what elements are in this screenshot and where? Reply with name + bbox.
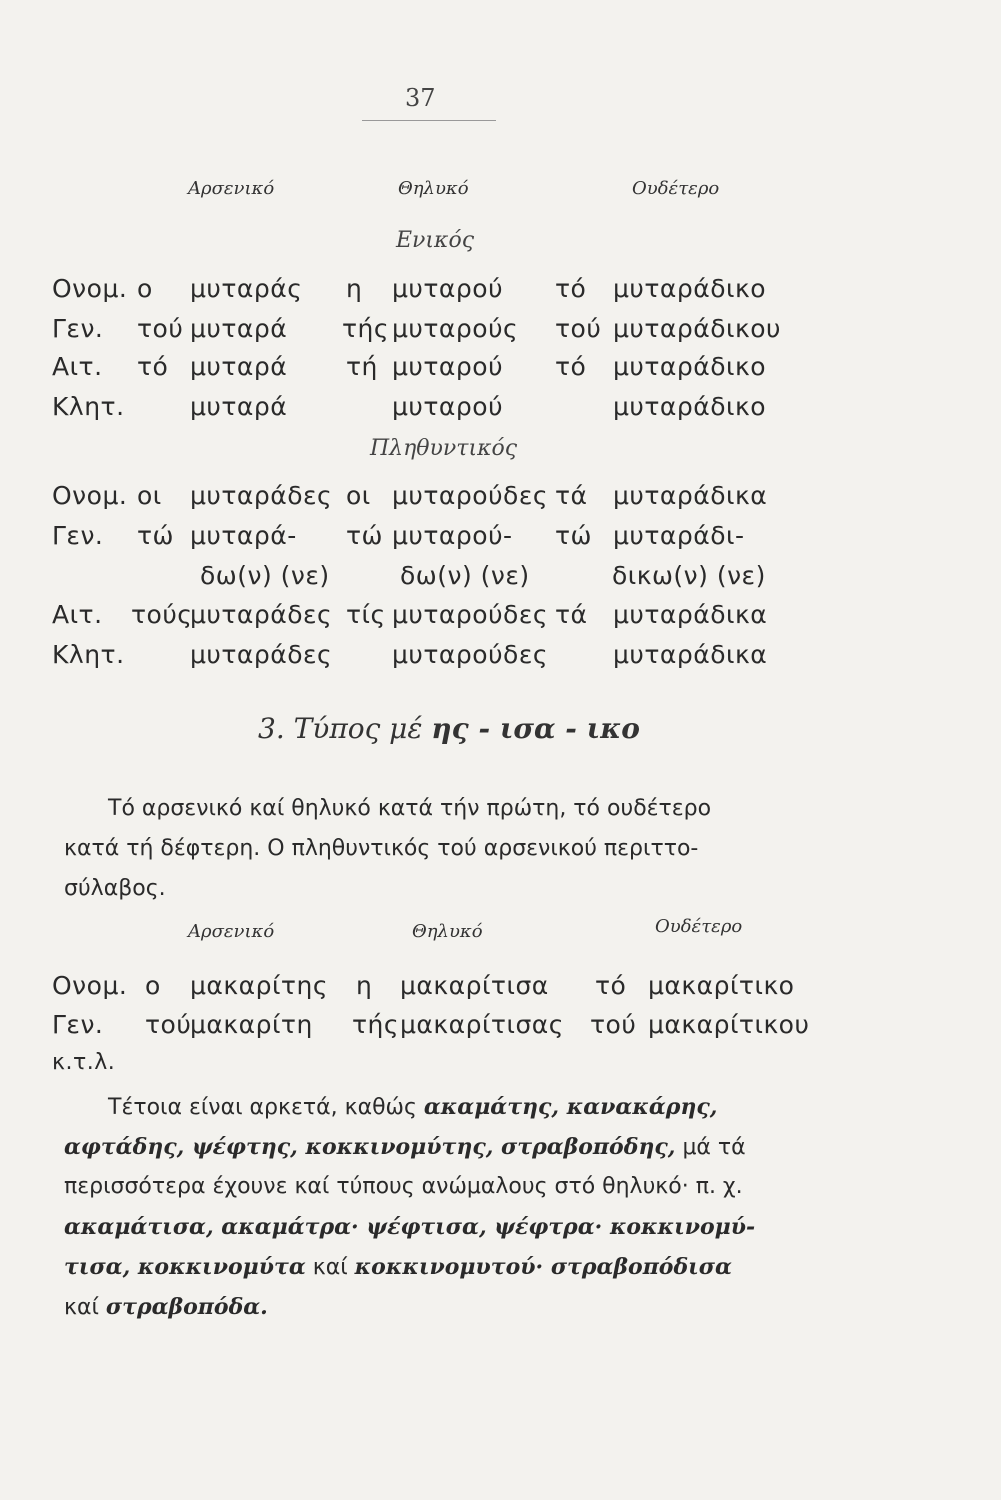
word-form: μυταράδικου bbox=[613, 314, 781, 343]
word-form: μυταράδες bbox=[190, 481, 333, 510]
word-form: μυταρού bbox=[392, 274, 504, 303]
word-form: μακαρίτισας bbox=[400, 1010, 564, 1039]
word-form: μυταράδικα bbox=[613, 481, 768, 510]
section-number: 3. bbox=[258, 712, 285, 745]
text: Τέτοια είναι αρκετά, καθώς bbox=[108, 1095, 417, 1120]
text: καί bbox=[312, 1255, 348, 1280]
article: τώ bbox=[346, 521, 383, 550]
intro-line: Τό αρσενικό καί θηλυκό κατά τήν πρώτη, τό ουδέτερο bbox=[108, 796, 712, 821]
case-label: Ονομ. bbox=[52, 274, 128, 303]
case-label: Γεν. bbox=[52, 1010, 104, 1039]
word-form: μυταρούς bbox=[392, 314, 519, 343]
text: καί bbox=[64, 1295, 99, 1320]
word-form: μυταράδικο bbox=[613, 352, 767, 381]
word-form: μακαρίτης bbox=[190, 971, 328, 1000]
word-form: μυταρού bbox=[392, 392, 504, 421]
article: η bbox=[346, 274, 363, 303]
plural-label: Πληθυντικός bbox=[370, 436, 518, 461]
section-title-plain: Τύπος μέ bbox=[293, 712, 423, 745]
article: τό bbox=[555, 274, 587, 303]
text: περισσότερα έχουνε καί τύπους ανώμαλους στό θηλυκό· π. χ. bbox=[64, 1174, 743, 1199]
emphasized-words: ακαμάτισα, ακαμάτρα· ψέφτισα, ψέφτρα· κοκκινομύ- bbox=[64, 1214, 756, 1240]
header-neuter: Ουδέτερο bbox=[655, 916, 743, 937]
word-form: δικω(ν) (νε) bbox=[612, 561, 766, 590]
singular-label: Ενικός bbox=[396, 228, 475, 253]
article: τά bbox=[555, 600, 588, 629]
word-form: μακαρίτη bbox=[190, 1010, 313, 1039]
article: τό bbox=[137, 352, 169, 381]
article: οι bbox=[137, 481, 162, 510]
word-form: μυταράδικα bbox=[613, 600, 768, 629]
word-form: μυταρούδες bbox=[392, 640, 549, 669]
word-form: δω(ν) (νε) bbox=[200, 561, 330, 590]
article: τής bbox=[352, 1010, 400, 1039]
case-label: Ονομ. bbox=[52, 481, 128, 510]
word-form: μυταρά bbox=[190, 314, 288, 343]
paragraph-line bbox=[64, 1254, 732, 1280]
header-feminine: Θηλυκό bbox=[398, 178, 469, 199]
word-form: μυταρά bbox=[190, 352, 288, 381]
article: τώ bbox=[137, 521, 174, 550]
word-form: μυταράδικο bbox=[613, 274, 767, 303]
section-title-endings: ης - ισα - ικο bbox=[431, 712, 640, 745]
word-form: μακαρίτισα bbox=[400, 971, 549, 1000]
article: η bbox=[356, 971, 373, 1000]
article: τούς bbox=[131, 600, 193, 629]
case-label: Κλητ. bbox=[52, 392, 125, 421]
header-rule bbox=[362, 120, 496, 121]
intro-line: σύλαβος. bbox=[64, 876, 166, 901]
word-form: δω(ν) (νε) bbox=[400, 561, 530, 590]
word-form: μυταράδες bbox=[190, 640, 333, 669]
intro-line: κατά τή δέφτερη. Ο πληθυντικός τού αρσενικού περιττο- bbox=[64, 836, 699, 861]
article: τή bbox=[346, 352, 378, 381]
text: μά τά bbox=[682, 1135, 746, 1160]
article: τού bbox=[145, 1010, 192, 1039]
word-form: μυταρού- bbox=[392, 521, 513, 550]
article: τού bbox=[137, 314, 184, 343]
header-neuter: Ουδέτερο bbox=[632, 178, 720, 199]
article: τά bbox=[555, 481, 588, 510]
header-masculine: Αρσενικό bbox=[188, 178, 275, 199]
word-form: μακαρίτικου bbox=[648, 1010, 810, 1039]
header-feminine: Θηλυκό bbox=[412, 921, 483, 942]
word-form: μυταράς bbox=[190, 274, 303, 303]
word-form: μακαρίτικο bbox=[648, 971, 795, 1000]
section-title bbox=[258, 712, 640, 745]
paragraph-line bbox=[64, 1174, 743, 1199]
paragraph-line bbox=[108, 1094, 717, 1120]
emphasized-words: τισα, κοκκινομύτα bbox=[64, 1254, 306, 1280]
case-label: Κλητ. bbox=[52, 640, 125, 669]
word-form: μυταρά bbox=[190, 392, 288, 421]
paragraph-line bbox=[64, 1214, 755, 1240]
case-label: Γεν. bbox=[52, 521, 104, 550]
emphasized-words: ακαμάτης, κανακάρης, bbox=[423, 1094, 718, 1120]
case-label: Ονομ. bbox=[52, 971, 128, 1000]
word-form: μυταράδες bbox=[190, 600, 333, 629]
article: τίς bbox=[346, 600, 386, 629]
header-masculine: Αρσενικό bbox=[188, 921, 275, 942]
word-form: μυταρούδες bbox=[392, 600, 549, 629]
paragraph-line bbox=[64, 1134, 746, 1160]
word-form: μυταράδι- bbox=[613, 521, 745, 550]
word-form: μυταρούδες bbox=[392, 481, 549, 510]
page-number: 37 bbox=[405, 84, 436, 112]
emphasized-words: κοκκινομυτού· στραβοπόδισα bbox=[354, 1254, 732, 1280]
word-form: μυταράδικο bbox=[613, 392, 767, 421]
article: τό bbox=[555, 352, 587, 381]
article: τού bbox=[590, 1010, 637, 1039]
case-label: Γεν. bbox=[52, 314, 104, 343]
word-form: μυταράδικα bbox=[613, 640, 768, 669]
article: τού bbox=[555, 314, 602, 343]
etc-abbrev: κ.τ.λ. bbox=[52, 1050, 116, 1075]
article: ο bbox=[137, 274, 153, 303]
word-form: μυταρού bbox=[392, 352, 504, 381]
article: ο bbox=[145, 971, 161, 1000]
article: οι bbox=[346, 481, 371, 510]
article: τής bbox=[342, 314, 390, 343]
article: τό bbox=[595, 971, 627, 1000]
case-label: Αιτ. bbox=[52, 600, 103, 629]
paragraph-line bbox=[64, 1294, 268, 1320]
word-form: μυταρά- bbox=[190, 521, 297, 550]
article: τώ bbox=[555, 521, 592, 550]
emphasized-words: αφτάδης, ψέφτης, κοκκινομύτης, στραβοπόδης, bbox=[64, 1134, 676, 1160]
emphasized-words: στραβοπόδα. bbox=[105, 1294, 268, 1320]
case-label: Αιτ. bbox=[52, 352, 103, 381]
